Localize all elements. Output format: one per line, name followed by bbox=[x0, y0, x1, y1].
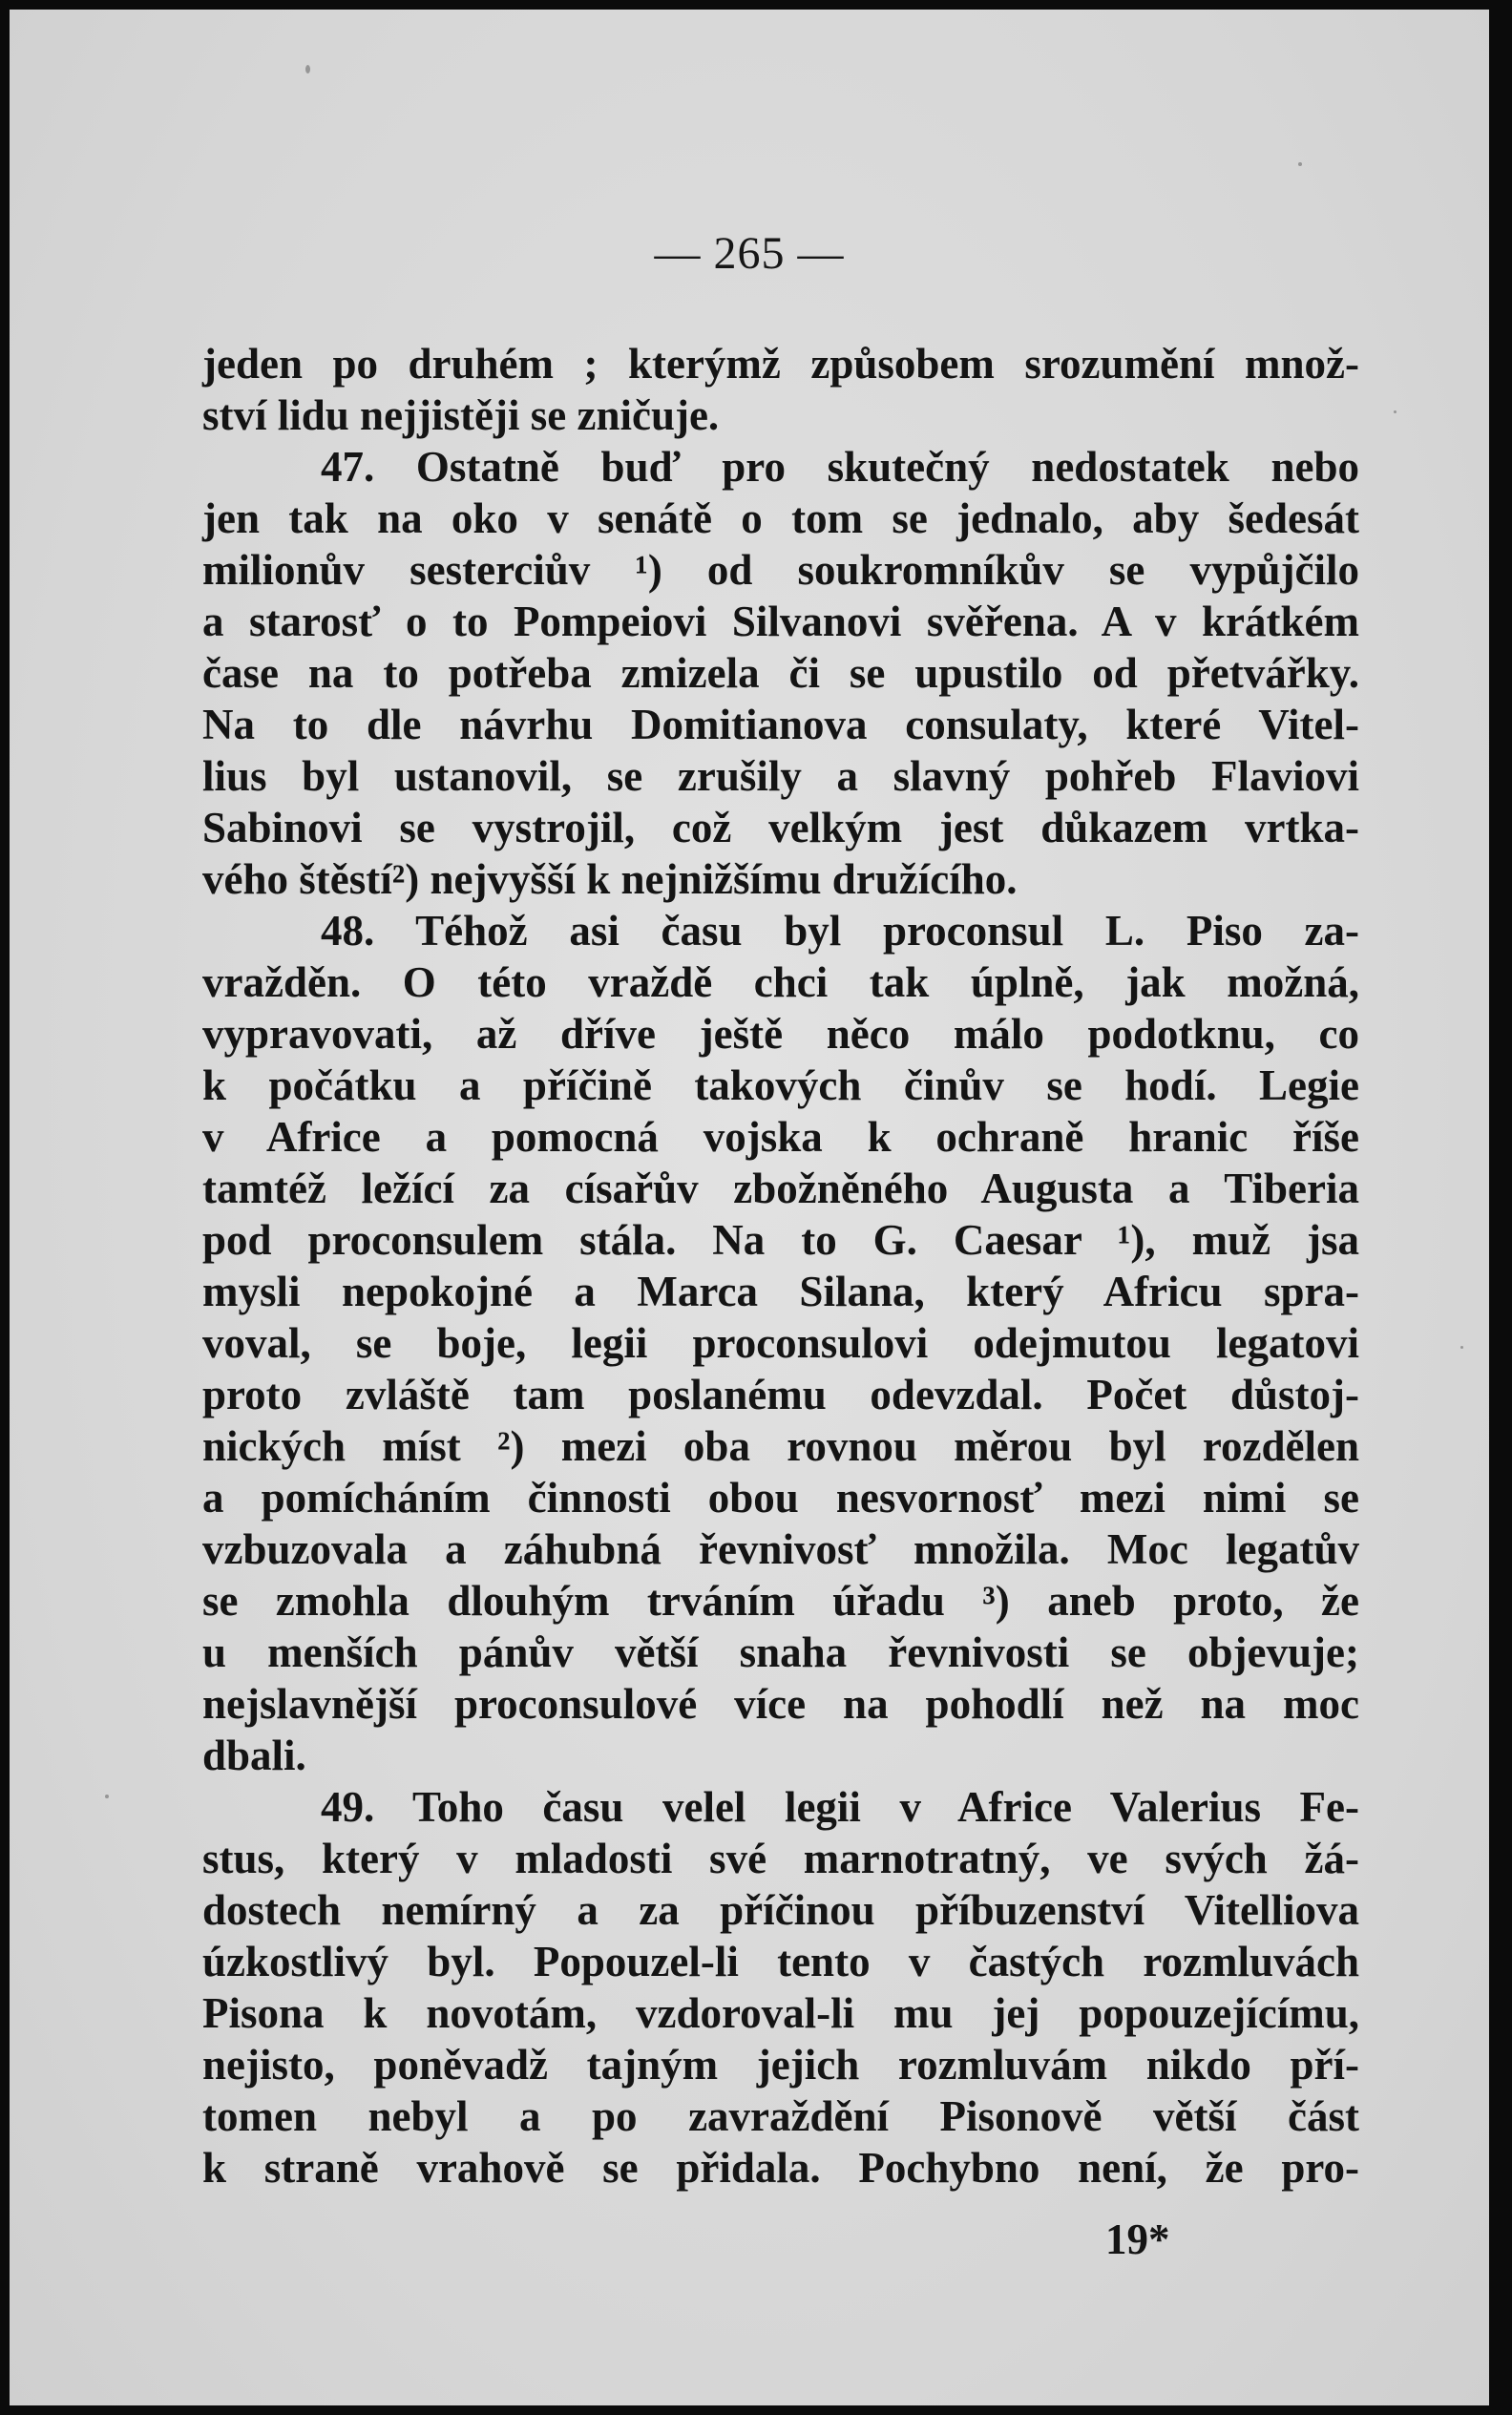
text-line: u menších pánův větší snaha řevnivosti se objevuje; bbox=[202, 1628, 1359, 1676]
text-line: 47. Ostatně buď pro skutečný nedostatek nebo bbox=[321, 443, 1359, 491]
page-number: — 265 — bbox=[654, 228, 845, 279]
text-line: vzbuzovala a záhubná řevnivosť množila. Moc legatův bbox=[202, 1525, 1359, 1573]
text-line: úzkostlivý byl. Popouzel-li tento v častých rozmluvách bbox=[202, 1938, 1359, 1985]
text-line: mysli nepokojné a Marca Silana, který Africu spra- bbox=[202, 1268, 1359, 1315]
text-line: a starosť o to Pompeiovi Silvanovi svěřena. A v krátkém bbox=[202, 598, 1359, 645]
book-page bbox=[10, 10, 1489, 2405]
text-line: Sabinovi se vystrojil, což velkým jest důkazem vrtka- bbox=[202, 804, 1359, 851]
text-line: dbali. bbox=[202, 1732, 306, 1779]
text-line: se zmohla dlouhým trváním úřadu ³) aneb proto, že bbox=[202, 1577, 1359, 1625]
text-line: tomen nebyl a po zavraždění Pisonově větší část bbox=[202, 2092, 1359, 2140]
text-line: čase na to potřeba zmizela či se upustilo od přetvářky. bbox=[202, 649, 1359, 697]
text-line: milionův sestercіův ¹) od soukromníkův se vypůjčilo bbox=[202, 546, 1359, 594]
text-line: nických míst ²) mezi oba rovnou měrou byl rozdělen bbox=[202, 1422, 1359, 1470]
text-line: nejslavnější proconsulové více na pohodlí než na moc bbox=[202, 1680, 1359, 1728]
text-line: dostech nemírný a za příčinou příbuzenství Vitelliova bbox=[202, 1886, 1359, 1934]
text-line: vražděn. O této vraždě chci tak úplně, jak možná, bbox=[202, 958, 1359, 1006]
text-line: jen tak na oko v senátě o tom se jednalo, aby šedesát bbox=[202, 494, 1359, 542]
paper-speck bbox=[1394, 410, 1396, 413]
paper-speck bbox=[105, 1795, 109, 1798]
text-line: pod proconsulem stála. Na to G. Caesar ¹), muž jsa bbox=[202, 1216, 1359, 1264]
text-line: voval, se boje, legii proconsulovi odejmutou legatovi bbox=[202, 1319, 1359, 1367]
text-line: 49. Toho času velel legii v Africe Valerius Fe- bbox=[321, 1783, 1359, 1831]
text-line: Na to dle návrhu Domitianova consulaty, které Vitel- bbox=[202, 701, 1359, 748]
text-line: k straně vrahově se přidala. Pochybno není, že pro- bbox=[202, 2144, 1359, 2192]
text-line: a pomícháním činnosti obou nesvornosť mezi nimi se bbox=[202, 1474, 1359, 1522]
text-line: nejisto, poněvadž tajným jejich rozmluvám nikdo pří- bbox=[202, 2041, 1359, 2089]
text-line: jeden po druhém ; kterýmž způsobem srozumění množ- bbox=[202, 340, 1359, 388]
paper-speck bbox=[1298, 162, 1302, 166]
text-line: tamtéž ležící za císařův zbožněného Augusta a Tiberia bbox=[202, 1165, 1359, 1212]
text-line: lius byl ustanovil, se zrušily a slavný pohřeb Flaviovi bbox=[202, 752, 1359, 800]
text-line: 48. Téhož asi času byl proconsul L. Piso za- bbox=[321, 907, 1359, 955]
text-line: proto zvláště tam poslanému odevzdal. Počet důstoj- bbox=[202, 1371, 1359, 1418]
body-text bbox=[202, 338, 1359, 2194]
text-line: ství lidu nejjistěji se zničuje. bbox=[202, 391, 720, 439]
text-line: Pisona k novotám, vzdoroval-li mu jej popouzejícímu, bbox=[202, 1989, 1359, 2037]
text-line: stus, který v mladosti své marnotratný, ve svých žá- bbox=[202, 1835, 1359, 1882]
text-line: k počátku a příčině takových činův se hodí. Legie bbox=[202, 1061, 1359, 1109]
text-line: vypravovati, až dříve ještě něco málo podotknu, co bbox=[202, 1010, 1359, 1058]
printer-signature: 19* bbox=[1105, 2216, 1170, 2263]
paper-speck bbox=[305, 65, 310, 74]
text-line: vého štěstí²) nejvyšší k nejnižšímu družícího. bbox=[202, 855, 1018, 903]
paper-speck bbox=[1460, 1346, 1463, 1349]
text-line: v Africe a pomocná vojska k ochraně hranic říše bbox=[202, 1113, 1359, 1161]
